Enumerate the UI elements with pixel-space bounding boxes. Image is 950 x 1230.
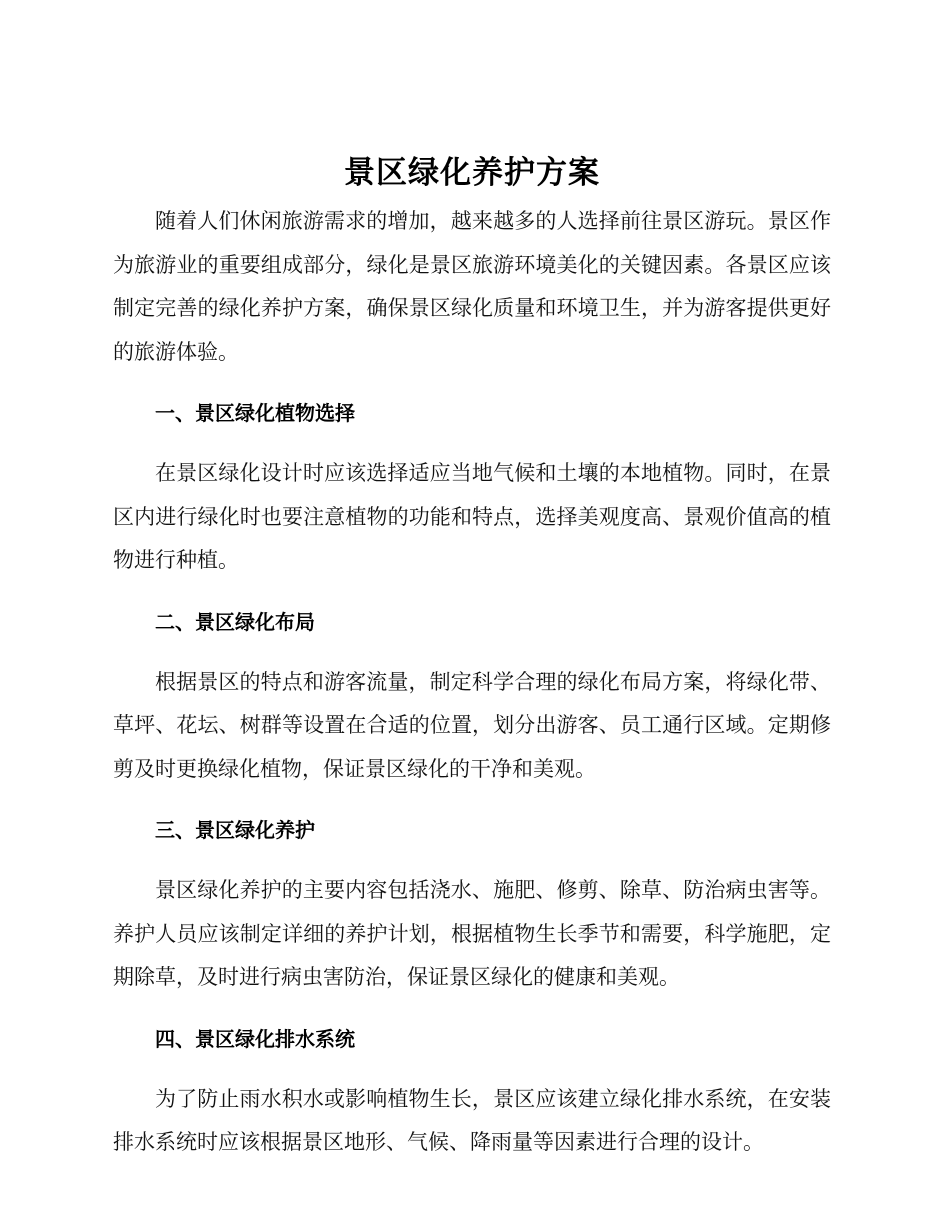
section-heading-plant-selection: 一、景区绿化植物选择 bbox=[155, 401, 355, 425]
section-heading-layout: 二、景区绿化布局 bbox=[155, 609, 315, 634]
document-title: 景区绿化养护方案 bbox=[344, 155, 600, 191]
section-body-maintenance: 景区绿化养护的主要内容包括浇水、施肥、修剪、除草、防治病虫害等。养护人员应该制定详细的养护计划，根据植物生长季节和需要，科学施肥，定期除草，及时进行病虫害防治，保证景区绿化的健康和美观。 bbox=[113, 878, 831, 989]
section-heading-drainage: 四、景区绿化排水系统 bbox=[155, 1026, 355, 1051]
section-body-plant-selection: 在景区绿化设计时应该选择适应当地气候和土壤的本地植物。同时，在景区内进行绿化时也要注意植物的功能和特点，选择美观度高、景观价值高的植物进行种植。 bbox=[113, 461, 831, 572]
section-body-drainage: 为了防止雨水积水或影响植物生长，景区应该建立绿化排水系统，在安装排水系统时应该根据景区地形、气候、降雨量等因素进行合理的设计。 bbox=[113, 1086, 831, 1154]
document-page bbox=[113, 150, 831, 1165]
section-heading-maintenance: 三、景区绿化养护 bbox=[155, 818, 315, 842]
intro-paragraph: 随着人们休闲旅游需求的增加，越来越多的人选择前往景区游玩。景区作为旅游业的重要组成部分，绿化是景区旅游环境美化的关键因素。各景区应该制定完善的绿化养护方案，确保景区绿化质量和环境卫生，并为游客提供更好的旅游体验。 bbox=[113, 209, 831, 364]
section-body-layout: 根据景区的特点和游客流量，制定科学合理的绿化布局方案，将绿化带、草坪、花坛、树群等设置在合适的位置，划分出游客、员工通行区域。定期修剪及时更换绿化植物，保证景区绿化的干净和美观。 bbox=[113, 669, 831, 781]
